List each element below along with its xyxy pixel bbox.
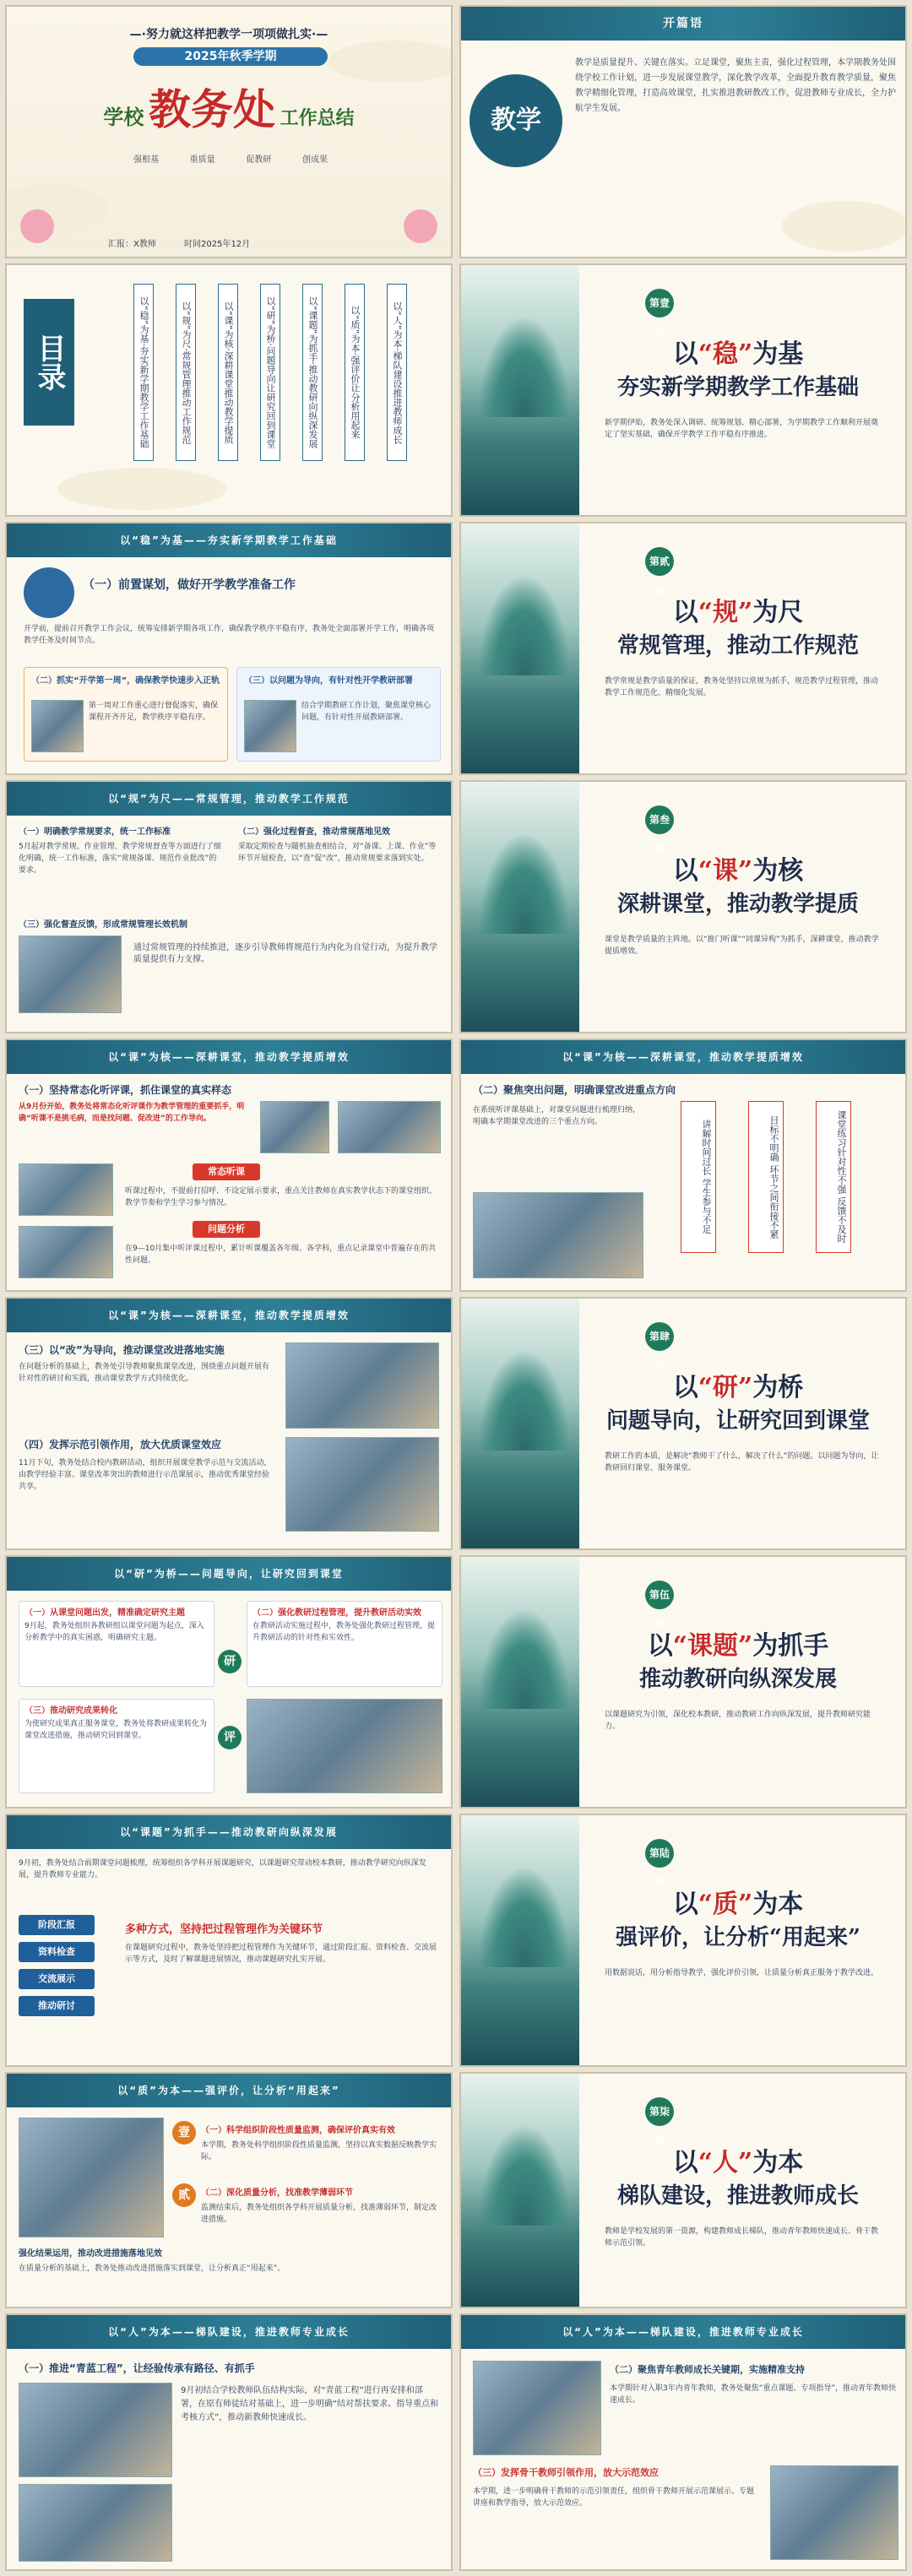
info-box: [24, 667, 228, 762]
chapter-post: 为基: [752, 339, 804, 369]
section-heading: （二）聚焦青年教师成长关键期，实施精准支持: [610, 2364, 805, 2375]
info-box: [19, 1699, 214, 1793]
opening-title: 开篇语: [461, 7, 905, 41]
flower-decoration: [20, 209, 54, 243]
cover-sub: 强根基: [133, 155, 159, 165]
chapter-title-2: 梯队建设，推进教师成长: [616, 2183, 859, 2209]
section-heading: （二）强化过程督查，推动常规落地见效: [238, 827, 390, 837]
chapter-2-slide: [459, 522, 907, 775]
chapter-key: “人”: [698, 2148, 753, 2177]
mountain-decoration: [461, 523, 579, 773]
chapter-title-1: [588, 591, 888, 628]
chapter-key: “研”: [698, 1373, 753, 1402]
mountain-decoration: [461, 1815, 579, 2065]
box-text: 9月起，教务处组织各教研组以课堂问题为起点，深入分析教学中的真实困惑，明确研究主题。: [24, 1622, 204, 1642]
chapter-title-1: [588, 1366, 888, 1403]
section-2-slide: [5, 780, 453, 1033]
step-marker: 研: [218, 1650, 242, 1673]
box-title: （三）推动研究成果转化: [24, 1706, 117, 1716]
tag-label: 问题分析: [193, 1221, 260, 1238]
chapter-3-slide: [459, 780, 907, 1033]
toc-item[interactable]: 以“课”为核·深耕课堂推动教学提质: [218, 284, 238, 461]
mountain-decoration: [461, 1557, 579, 1807]
cover-term: 2025年秋季学期: [133, 47, 328, 66]
box-title: （一）从课堂问题出发，精准确定研究主题: [24, 1608, 185, 1618]
photo: [19, 1226, 113, 1278]
section-heading: （一）坚持常态化听评课，抓住课堂的真实样态: [19, 1084, 232, 1096]
section-heading: （四）发挥示范引领作用，放大优质课堂效应: [19, 1439, 222, 1451]
photo: [19, 2118, 164, 2237]
box-title: （三）以问题为导向，有针对性开学教研部署: [244, 676, 413, 686]
section-band: 以“规”为尺——常规管理，推动教学工作规范: [7, 782, 451, 816]
chapter-badge: 第壹章: [645, 289, 674, 317]
chapter-title-2: 深耕课堂，推动教学提质: [616, 892, 859, 917]
section-band: 以“课题”为抓手——推动教研向纵深发展: [7, 1815, 451, 1849]
chapter-5-slide: [459, 1555, 907, 1809]
section-text: 开学前，提前召开教学工作会议，统筹安排新学期各项工作，确保教学秩序平稳有序，教务处全面部署开学工作，明确各项教学任务及时间节点。: [24, 625, 435, 645]
section-text: 5月起对教学常规、作业管理、教学常规督查等方面进行了细化明确，统一工作标准，落实“常规备课、规范作业批改”的要求。: [19, 843, 221, 875]
section-text: 在系统听评课基础上，对课堂问题进行梳理归纳，明确本学期课堂改进的三个重点方向。: [473, 1106, 641, 1126]
section-band: 以“课”为核——深耕课堂，推动教学提质增效: [7, 1040, 451, 1074]
photo: [19, 2484, 172, 2562]
mountain-decoration: [461, 2074, 579, 2307]
section-text: 在质量分析的基础上，教务处推动改进措施落实到课堂，让分析真正“用起来”。: [19, 2264, 285, 2273]
toc-title: 目录: [24, 299, 74, 426]
chapter-key: “课”: [698, 856, 753, 886]
opening-logo: 教学: [470, 74, 562, 167]
process-step: 交流展示: [19, 1969, 95, 1989]
cover-title-1: 学校: [103, 105, 144, 129]
section-1-slide: [5, 522, 453, 775]
box-text: 结合学期教研工作计划，聚焦课堂核心问题，有针对性开展教研部署。: [301, 702, 432, 722]
section-text: 在9—10月集中听评课过程中，累计听课覆盖各年级、各学科，重点记录课堂中普遍存在的共性问题。: [125, 1245, 437, 1265]
chapter-pre: 以: [672, 1890, 698, 1919]
section-band: 以“人”为本——梯队建设，推进教师专业成长: [461, 2315, 905, 2349]
chapter-1-slide: [459, 263, 907, 517]
box-text: 第一周对工作重心进行督促落实，确保课程开齐开足，教学秩序平稳有序。: [89, 702, 219, 722]
cover-reporter: 汇报：X教师: [108, 240, 156, 249]
section-text: 采取定期检查与随机抽查相结合，对“备课、上课、作业”等环节开展检查，以“查”促“改”，推动常规要求落到实处。: [238, 843, 437, 863]
photo: [19, 935, 122, 1013]
section-8-slide: [5, 2313, 453, 2571]
step-marker: 壹: [172, 2121, 196, 2145]
chapter-text: 教研工作的本质，是解决“教师干了什么，解决了什么”的问题。以问题为导向，让教研回归课堂、服务课堂。: [605, 1452, 879, 1472]
process-step: 推动研讨: [19, 1996, 95, 2016]
chapter-text: 用数据说话，用分析指导教学，强化评价引领，让质量分析真正服务于教学改进。: [605, 1969, 879, 1977]
section-6-slide: [5, 1814, 453, 2067]
toc-item[interactable]: 以“研”为桥·问题导向让研究回到课堂: [260, 284, 280, 461]
section-heading: （一）明确教学常规要求，统一工作标准: [19, 827, 171, 837]
section-heading: （二）聚焦突出问题，明确课堂改进重点方向: [473, 1084, 676, 1096]
cover-date: 时间2025年12月: [184, 240, 251, 249]
section-5-slide: [5, 1555, 453, 1809]
toc-item[interactable]: 以“课题”为抓手·推动教研向纵深发展: [302, 284, 323, 461]
process-step: 资料检查: [19, 1942, 95, 1962]
chapter-title-1: [588, 2141, 888, 2178]
mountain-decoration: [461, 782, 579, 1032]
photo: [19, 2383, 172, 2477]
chapter-title-2: 问题导向，让研究回到课堂: [605, 1408, 870, 1434]
step-marker: 贰: [172, 2183, 196, 2207]
section-text: 在课题研究过程中，教务处坚持把过程管理作为关键环节，通过阶段汇报、资料检查、交流展示等方式，及时了解课题进展情况，推动课题研究扎实开展。: [125, 1944, 437, 1964]
section-text: 9月初结合学校教师队伍结构实际，对“青蓝工程”进行再安排和部署，在原有师徒结对基础上，进一步明确“结对帮扶要求、指导重点和考核方式”，推动新教师快速成长。: [181, 2386, 439, 2422]
box-text: 为使研究成果真正服务课堂，教务处将教研成果转化为课堂改进措施，推动研究回到课堂。: [24, 1720, 208, 1740]
section-heading: （三）发挥骨干教师引领作用，放大示范效应: [473, 2467, 659, 2478]
chapter-badge: 第陆章: [645, 1839, 674, 1868]
chapter-6-slide: [459, 1814, 907, 2067]
section-heading: 强化结果运用，推动改进措施落地见效: [19, 2249, 162, 2259]
photo: [19, 1163, 113, 1216]
section-band: 以“质”为本——强评价，让分析“用起来”: [7, 2074, 451, 2107]
chapter-key: “质”: [698, 1890, 753, 1919]
chapter-post: 为核: [752, 856, 804, 886]
chapter-title-1: [588, 333, 888, 370]
box-text: 在教研活动实施过程中，教务处强化教研过程管理，提升教研活动的针对性和实效性。: [252, 1622, 436, 1642]
chapter-post: 为本: [752, 1890, 804, 1919]
section-heading: （三）强化督查反馈，形成常规管理长效机制: [19, 920, 187, 930]
chapter-pre: 以: [672, 2148, 698, 2177]
box-title: （二）抓实“开学第一周”，确保教学快速步入正轨: [31, 676, 220, 686]
section-heading: （二）深化质量分析，找准教学薄弱环节: [201, 2188, 353, 2198]
section-heading: （一）推进“青蓝工程”，让经验传承有路径、有抓手: [19, 2362, 255, 2374]
chapter-title-2: 推动教研向纵深发展: [638, 1667, 837, 1692]
chapter-text: 教师是学校发展的第一资源，构建教师成长梯队，推动青年教师快速成长、骨干教师示范引领。: [605, 2227, 879, 2248]
photo: [244, 700, 296, 752]
info-box: [247, 1601, 442, 1687]
photo: [473, 2361, 601, 2455]
section-text: 在问题分析的基础上，教务处引导教师聚焦课堂改进，围绕重点问题开展有针对性的研讨和实践，推动课堂教学方式持续优化。: [19, 1363, 270, 1383]
step-marker: 评: [218, 1726, 242, 1749]
highlight-text: 从9月份开始，教务处将常态化听评课作为教学管理的重要抓手，明确“听课不是挑毛病，而是找问题、促改进”的工作导向。: [19, 1103, 245, 1123]
chapter-title-2: 强评价，让分析“用起来”: [616, 1925, 860, 1950]
section-text: 监测结束后，教务处组织各学科开展质量分析，找准薄弱环节，制定改进措施。: [201, 2204, 437, 2224]
chapter-key: “稳”: [698, 339, 753, 369]
cloud-decoration: [782, 201, 907, 252]
focus-card: 讲解时间过长 学生参与不足: [681, 1101, 716, 1253]
section-band: 以“课”为核——深耕课堂，推动教学提质增效: [7, 1299, 451, 1332]
photo: [338, 1101, 441, 1153]
section-3-slide: [5, 1039, 453, 1292]
chapter-post: 为本: [752, 2148, 804, 2177]
chapter-title-2: 夯实新学期教学工作基础: [616, 375, 859, 400]
section-4-slide: [5, 1297, 453, 1550]
chapter-pre: 以: [672, 339, 698, 369]
chapter-badge: 第叁章: [645, 805, 674, 834]
section-icon: [24, 567, 74, 618]
cover-sub: 创成果: [301, 155, 328, 165]
section-band: 以“课”为核——深耕课堂，推动教学提质增效: [461, 1040, 905, 1074]
chapter-title-2: 常规管理，推动工作规范: [616, 633, 859, 659]
section-heading: 多种方式，坚持把过程管理作为关键环节: [125, 1923, 323, 1936]
section-text: 本学期针对入职3年内青年教师，教务处聚焦“重点课题、专项指导”，推动青年教师快速成长。: [610, 2384, 897, 2405]
chapter-text: 新学期伊始，教务处深入调研、统筹规划、精心部署，为学期教学工作顺利开展奠定了坚实基础，确保开学教学工作平稳有序推进。: [605, 419, 879, 439]
chapter-text: 课堂是教学质量的主阵地。以“推门听课”“同课异构”为抓手，深耕课堂，推动教学提质增效。: [605, 935, 879, 956]
cover-motto: —·努力就这样把教学一项项做扎实·—: [129, 28, 328, 41]
focus-card: 课堂练习针对性不强 反馈不及时: [816, 1101, 851, 1253]
section-text: 9月初，教务处结合前期课堂问题梳理，统筹组织各学科开展课题研究，以课题研究带动校本教研，推动教学研究向纵深发展，提升教师专业能力。: [19, 1859, 426, 1879]
chapter-4-slide: [459, 1297, 907, 1550]
section-text: 听课过程中，不提前打招呼、不设定展示要求，重点关注教师在真实教学状态下的课堂组织、教学节奏和学生学习参与情况。: [125, 1187, 437, 1207]
section-7-slide: [5, 2072, 453, 2308]
cover-sub: 促教研: [246, 155, 272, 165]
section-band: 以“人”为本——梯队建设，推进教师专业成长: [7, 2315, 451, 2349]
focus-card: 目标不明确 环节之间衔接不紧: [748, 1101, 784, 1253]
toc-slide: [5, 263, 453, 517]
chapter-text: 以课题研究为引领，深化校本教研，推动教研工作向纵深发展，提升教师研究能力。: [605, 1711, 871, 1731]
chapter-key: “课题”: [672, 1631, 753, 1661]
opening-text: 教学是质量提升、关键在落实。立足课堂，聚焦主责，强化过程管理，本学期教务处围绕学校工作计划，进一步发展课堂教学，深化教学改革，全面提升教育教学质量，聚焦教学精细化管理，打造高效课堂，扎实推进教研教改工作，促进教师专业成长，全力护航学生发展。: [575, 58, 896, 113]
box-title: （二）强化教研过程管理，提升教研活动实效: [252, 1608, 421, 1618]
chapter-pre: 以: [672, 856, 698, 886]
section-3b-slide: [459, 1039, 907, 1292]
flower-decoration: [404, 209, 437, 243]
tag-label: 常态听课: [193, 1163, 260, 1180]
toc-item[interactable]: 以“稳”为基·夯实新学期教学工作基础: [133, 284, 154, 461]
chapter-pre: 以: [672, 598, 698, 627]
photo: [473, 1192, 643, 1278]
chapter-post: 为尺: [752, 598, 804, 627]
photo: [247, 1699, 442, 1793]
chapter-7-slide: [459, 2072, 907, 2308]
opening-slide: [459, 5, 907, 258]
mountain-decoration: [461, 265, 579, 515]
chapter-badge: 第柒章: [645, 2097, 674, 2126]
cover-subtitles: [133, 152, 328, 165]
section-text: 11月下旬，教务处结合校内教研活动，组织开展课堂教学示范与交流活动，由教学经验丰富、课堂改革突出的教师进行示范课展示，推动优秀课堂经验共享。: [19, 1459, 272, 1491]
photo: [770, 2465, 898, 2560]
photo: [31, 700, 84, 752]
chapter-badge: 第伍章: [645, 1581, 674, 1609]
toc-item[interactable]: 以“人”为本·梯队建设推进教师成长: [387, 284, 407, 461]
chapter-title-1: [588, 1624, 888, 1662]
section-text: 本学期，进一步明确骨干教师的示范引领责任，组织骨干教师开展示范课展示、专题讲座和教学指导，放大示范效应。: [473, 2487, 755, 2508]
section-text: 本学期，教务处科学组织阶段性质量监测，坚持以真实数据反映教学实际。: [201, 2141, 437, 2161]
chapter-post: 为桥: [752, 1373, 804, 1402]
cover-sub: 重质量: [189, 155, 215, 165]
section-heading: （一）科学组织阶段性质量监测，确保评价真实有效: [201, 2126, 395, 2135]
info-box: [236, 667, 441, 762]
chapter-text: 教学常规是教学质量的保证，教务处坚持以常规为抓手，规范教学过程管理，推动教学工作规范化、精细化发展。: [605, 677, 879, 697]
section-heading: （一）前置谋划，做好开学教学准备工作: [83, 578, 296, 592]
cloud-decoration: [57, 468, 226, 510]
section-band: 以“研”为桥——问题导向，让研究回到课堂: [7, 1557, 451, 1591]
chapter-title-1: [588, 1883, 888, 1920]
section-heading: （三）以“改”为导向，推动课堂改进落地实施: [19, 1344, 225, 1356]
cover-title-3: 工作总结: [280, 107, 355, 129]
chapter-badge: 第贰章: [645, 547, 674, 576]
section-text: 通过常规管理的持续推进，逐步引导教师将规范行为内化为自觉行动，为提升教学质量提供有力支撑。: [133, 943, 437, 964]
section-9-slide: [459, 2313, 907, 2571]
cover-title-2: 教务处: [148, 84, 275, 134]
toc-item[interactable]: 以“质”为本·强评价让分析用起来: [345, 284, 365, 461]
mountain-decoration: [461, 1299, 579, 1548]
toc-item[interactable]: 以“规”为尺·常规管理推动工作规范: [176, 284, 196, 461]
chapter-title-1: [588, 849, 888, 887]
chapter-pre: 以: [647, 1631, 673, 1661]
chapter-key: “规”: [698, 598, 753, 627]
process-step: 阶段汇报: [19, 1915, 95, 1935]
photo: [260, 1101, 329, 1153]
chapter-badge: 第肆章: [645, 1322, 674, 1351]
chapter-pre: 以: [672, 1373, 698, 1402]
section-band: 以“稳”为基——夯实新学期教学工作基础: [7, 523, 451, 557]
cover-slide: [5, 5, 453, 258]
photo: [285, 1437, 439, 1532]
info-box: [19, 1601, 214, 1687]
photo: [285, 1342, 439, 1429]
chapter-post: 为抓手: [752, 1631, 829, 1661]
